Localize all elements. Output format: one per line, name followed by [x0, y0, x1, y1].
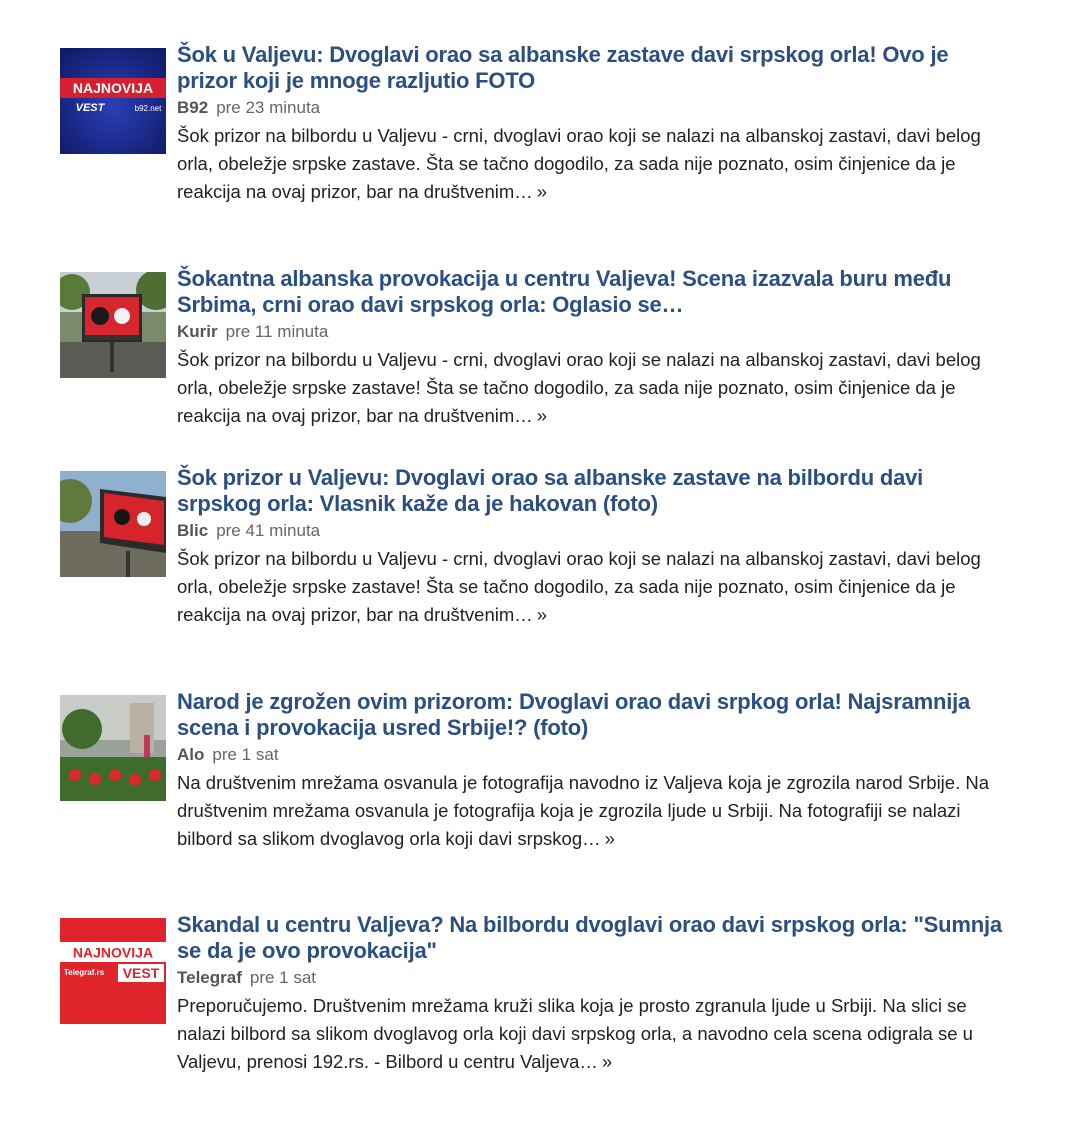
article-thumbnail[interactable] — [60, 918, 166, 1024]
read-more-link[interactable]: » — [536, 181, 548, 202]
svg-text:b92.net: b92.net — [134, 104, 162, 113]
article-meta — [177, 964, 1012, 992]
article-thumbnail[interactable] — [60, 272, 166, 378]
read-more-link[interactable]: » — [536, 405, 548, 426]
article-title-link[interactable]: Šokantna albanska provokacija u centru Valjeva! Scena izazvala buru među Srbima, crni orao davi srpskog orla: Oglasio se… — [177, 266, 952, 317]
article-snippet-text: Šok prizor na bilbordu u Valjevu - crni, dvoglavi orao koji se nalazi na albanskoj zastavi, davi belog orla, obeležje srpske zastave. Šta se tačno dogodilo, za sada nije poznato, osim činjenice da je reakcija na ovaj prizor, bar na društvenim… — [177, 125, 981, 202]
article-source[interactable]: Kurir — [177, 322, 218, 341]
svg-text:VEST: VEST — [122, 965, 160, 981]
najnovija-vest-telegraf-image — [60, 918, 166, 1024]
article-time: pre 1 sat — [212, 745, 279, 764]
article-meta — [177, 517, 1012, 545]
article-snippet — [177, 545, 1012, 629]
read-more-link[interactable]: » — [536, 604, 548, 625]
svg-text:NAJNOVIJA: NAJNOVIJA — [72, 944, 154, 961]
article-title-link[interactable]: Šok u Valjevu: Dvoglavi orao sa albanske zastave davi srpskog orla! Ovo je prizor koji je mnoge razljutio FOTO — [177, 42, 949, 93]
article-snippet — [177, 992, 1012, 1076]
billboard-angle-photo-image — [60, 471, 166, 577]
article-time: pre 1 sat — [249, 968, 317, 987]
article-source[interactable]: Blic — [177, 521, 209, 540]
read-more-link[interactable]: » — [604, 828, 615, 849]
article-thumbnail[interactable] — [60, 48, 166, 154]
article-meta — [177, 94, 1012, 122]
article-snippet — [177, 346, 1012, 430]
article-source[interactable]: Alo — [177, 745, 205, 764]
article-title-link[interactable]: Šok prizor u Valjevu: Dvoglavi orao sa albanske zastave na bilbordu davi srpskog orla: Vlasnik kaže da je hakovan (foto) — [177, 465, 924, 516]
article-snippet — [177, 769, 1012, 853]
article-time: pre 11 minuta — [225, 322, 329, 341]
article-source[interactable]: B92 — [177, 98, 209, 117]
article-snippet-text: Na društvenim mrežama osvanula je fotografija navodno iz Valjeva koja je zgrozila narod Srbije. Na društvenim mrežama osvanula je fotografija koja je zgrozila ljude u Srbiji. Na fotografiji se nalazi bilbord sa slikom dvoglavog orla koji davi srpskog… — [177, 772, 990, 849]
article-snippet-text: Šok prizor na bilbordu u Valjevu - crni, dvoglavi orao koji se nalazi na albanskoj zastavi, davi belog orla, obeležje srpske zastave! Šta se tačno dogodilo, za sada nije poznato, osim činjenice da je reakcija na ovaj prizor, bar na društvenim… — [177, 349, 981, 426]
article-thumbnail[interactable] — [60, 695, 166, 801]
article-title-link[interactable]: Narod je zgrožen ovim prizorom: Dvoglavi orao davi srpkog orla! Najsramnija scena i provokacija usred Srbije!? (foto) — [177, 689, 971, 740]
article-snippet — [177, 122, 1012, 206]
billboard-photo-image — [60, 272, 166, 378]
svg-text:VEST: VEST — [75, 102, 105, 114]
article-meta — [177, 318, 1012, 346]
article-snippet-text: Šok prizor na bilbordu u Valjevu - crni, dvoglavi orao koji se nalazi na albanskoj zastavi, davi belog orla, obeležje srpske zastave! Šta se tačno dogodilo, za sada nije poznato, osim činjenice da je reakcija na ovaj prizor, bar na društvenim… — [177, 548, 981, 625]
article-snippet-text: Preporučujemo. Društvenim mrežama kruži slika koja je prosto zgranula ljude u Srbiji. Na slici se nalazi bilbord sa slikom dvoglavog orla koji davi srpskog orla, a navodno cela scena odigrala se u Valjevu, prenosi 192.rs. - Bilbord u centru Valjeva… — [177, 995, 973, 1072]
article-meta — [177, 741, 1012, 769]
street-photo-image — [60, 695, 166, 801]
najnovija-vest-b92-image — [60, 48, 166, 154]
article-thumbnail[interactable] — [60, 471, 166, 577]
article-time: pre 41 minuta — [216, 521, 321, 540]
article-title-link[interactable]: Skandal u centru Valjeva? Na bilbordu dvoglavi orao davi srpskog orla: "Sumnja se da je ovo provokacija" — [177, 912, 1002, 963]
read-more-link[interactable]: » — [601, 1051, 613, 1072]
svg-text:Telegraf.rs: Telegraf.rs — [63, 968, 105, 977]
article-time: pre 23 minuta — [216, 98, 321, 117]
svg-text:NAJNOVIJA: NAJNOVIJA — [72, 80, 154, 96]
article-source[interactable]: Telegraf — [177, 968, 242, 987]
